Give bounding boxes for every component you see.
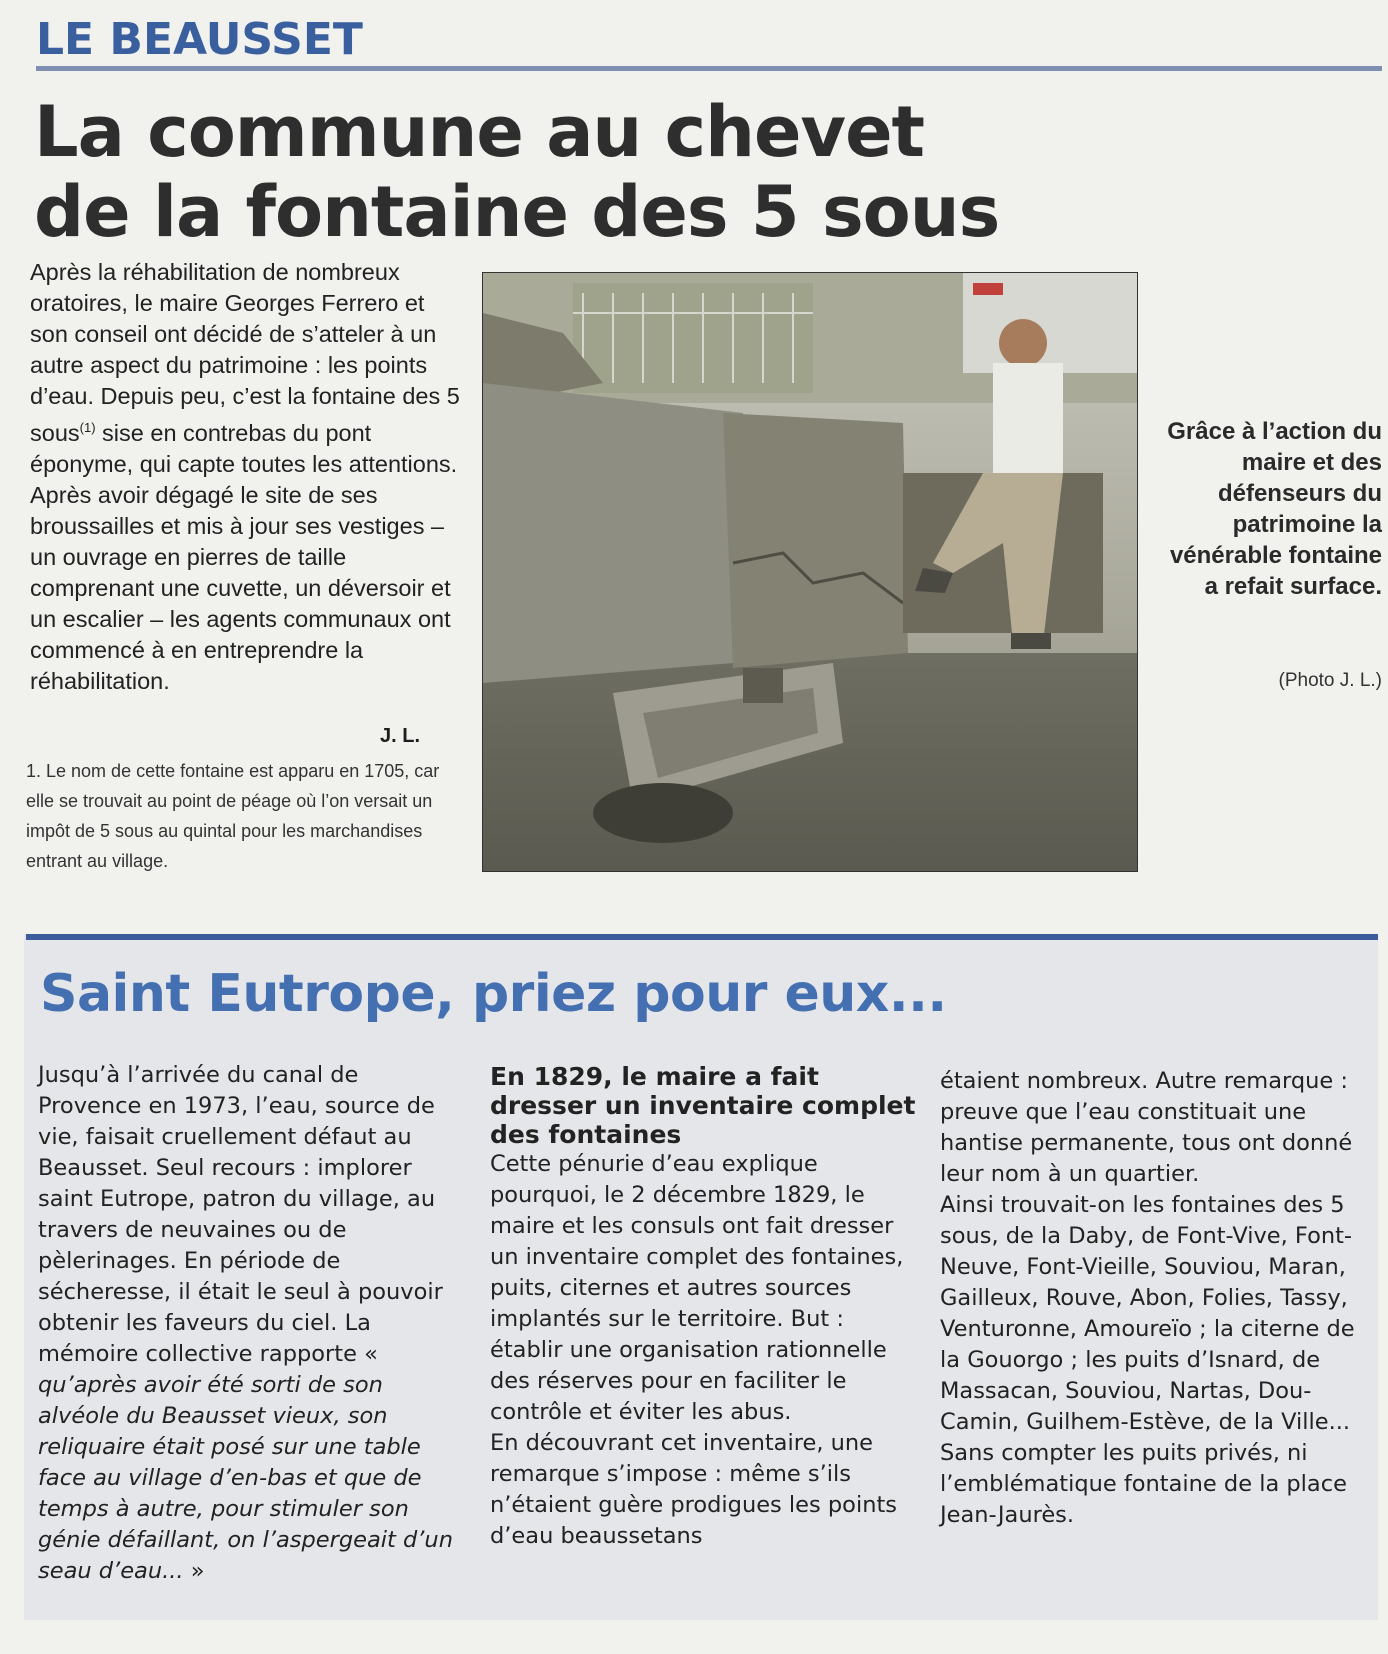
- sidebar-column-1: [38, 1060, 468, 1587]
- headline-line-2: de la fontaine des 5 sous: [34, 171, 1000, 253]
- column-3-paragraph-1: étaient nombreux. Autre remarque : preuve que l’eau constituait une hantise permanente, tous ont donné leur nom à un quartier.: [940, 1068, 1353, 1187]
- headline: [34, 92, 1034, 252]
- lead-paragraph: [30, 257, 460, 697]
- column-1-quote: qu’après avoir été sorti de son alvéole du Beausset vieux, son reliquaire était posé sur une table face au village d’en-bas et que de temps à autre, pour stimuler son génie défaillant, on l’aspergeait d’un seau d’eau...: [38, 1372, 453, 1584]
- column-1-paragraph: [38, 1060, 468, 1587]
- photo-caption: Grâce à l’action du maire et des défenseurs du patrimoine la vénérable fontaine a refait surface.: [1167, 418, 1382, 600]
- sidebar-rule: [26, 934, 1378, 940]
- column-1-end: »: [183, 1558, 205, 1584]
- sidebar-column-2: [490, 1062, 920, 1552]
- lead-text-1: Après la réhabilitation de nombreux oratoires, le maire Georges Ferrero et son conseil ont décidé de s’atteler à un autre aspect du patrimoine : les points d’eau. Depuis peu, c’est la fontaine des 5 sous: [30, 259, 460, 446]
- section-label: LE BEAUSSET: [36, 14, 363, 65]
- column-2-paragraph-1: Cette pénurie d’eau explique pourquoi, le 2 décembre 1829, le maire et les consuls ont fait dresser un inventaire complet des fontaines, puits, citernes et autres sources implantés sur le territoire. But : établir une organisation rationnelle des réserves pour en faciliter le contrôle et éviter les abus.: [490, 1151, 904, 1425]
- sidebar-column-3: [940, 1066, 1380, 1531]
- footnote: 1. Le nom de cette fontaine est apparu en 1705, car elle se trouvait au point de péage où l’on versait un impôt de 5 sous au quintal pour les marchandises entrant au village.: [26, 761, 440, 871]
- section-rule: [36, 66, 1382, 71]
- photo-credit: (Photo J. L.): [1278, 670, 1382, 691]
- footnote-marker: (1): [79, 420, 96, 435]
- column-2-paragraph-2: En découvrant cet inventaire, une remarque s’impose : même s’ils n’étaient guère prodigues les points d’eau beaussetans: [490, 1430, 897, 1549]
- fountain-photo: [482, 272, 1138, 872]
- byline: J. L.: [380, 725, 421, 747]
- fountain-photo-image: [483, 273, 1137, 871]
- column-1-text: Jusqu’à l’arrivée du canal de Provence en 1973, l’eau, source de vie, faisait cruellement défaut au Beausset. Seul recours : implorer saint Eutrope, patron du village, au travers de neuvaines ou de pèlerinages. En période de sécheresse, il était le seul à pouvoir obtenir les faveurs du ciel. La mémoire collective rapporte «: [38, 1062, 443, 1367]
- sidebar-title: Saint Eutrope, priez pour eux...: [40, 964, 947, 1024]
- sidebar-subhead: En 1829, le maire a fait dresser un inventaire complet des fontaines: [490, 1062, 916, 1149]
- headline-line-1: La commune au chevet: [34, 91, 924, 173]
- lead-text-2: sise en contrebas du pont éponyme, qui capte toutes les attentions. Après avoir dégagé le site de ses broussailles et mis à jour ses vestiges – un ouvrage en pierres de taille comprenant une cuvette, un déversoir et un escalier – les agents communaux ont commencé à en entreprendre la réhabilitation.: [30, 419, 458, 694]
- column-3-paragraph-2: Ainsi trouvait-on les fontaines des 5 sous, de la Daby, de Font-Vive, Font-Neuve, Font-Vieille, Souviou, Maran, Gailleux, Rouve, Abon, Folies, Tassy, Venturonne, Amoureïo ; la citerne de la Gouorgo ; les puits d’Isnard, de Massacan, Souviou, Nartas, Dou-Camin, Guilhem-Estève, de la Ville... Sans compter les puits privés, ni l’emblématique fontaine de la place Jean-Jaurès.: [940, 1192, 1355, 1528]
